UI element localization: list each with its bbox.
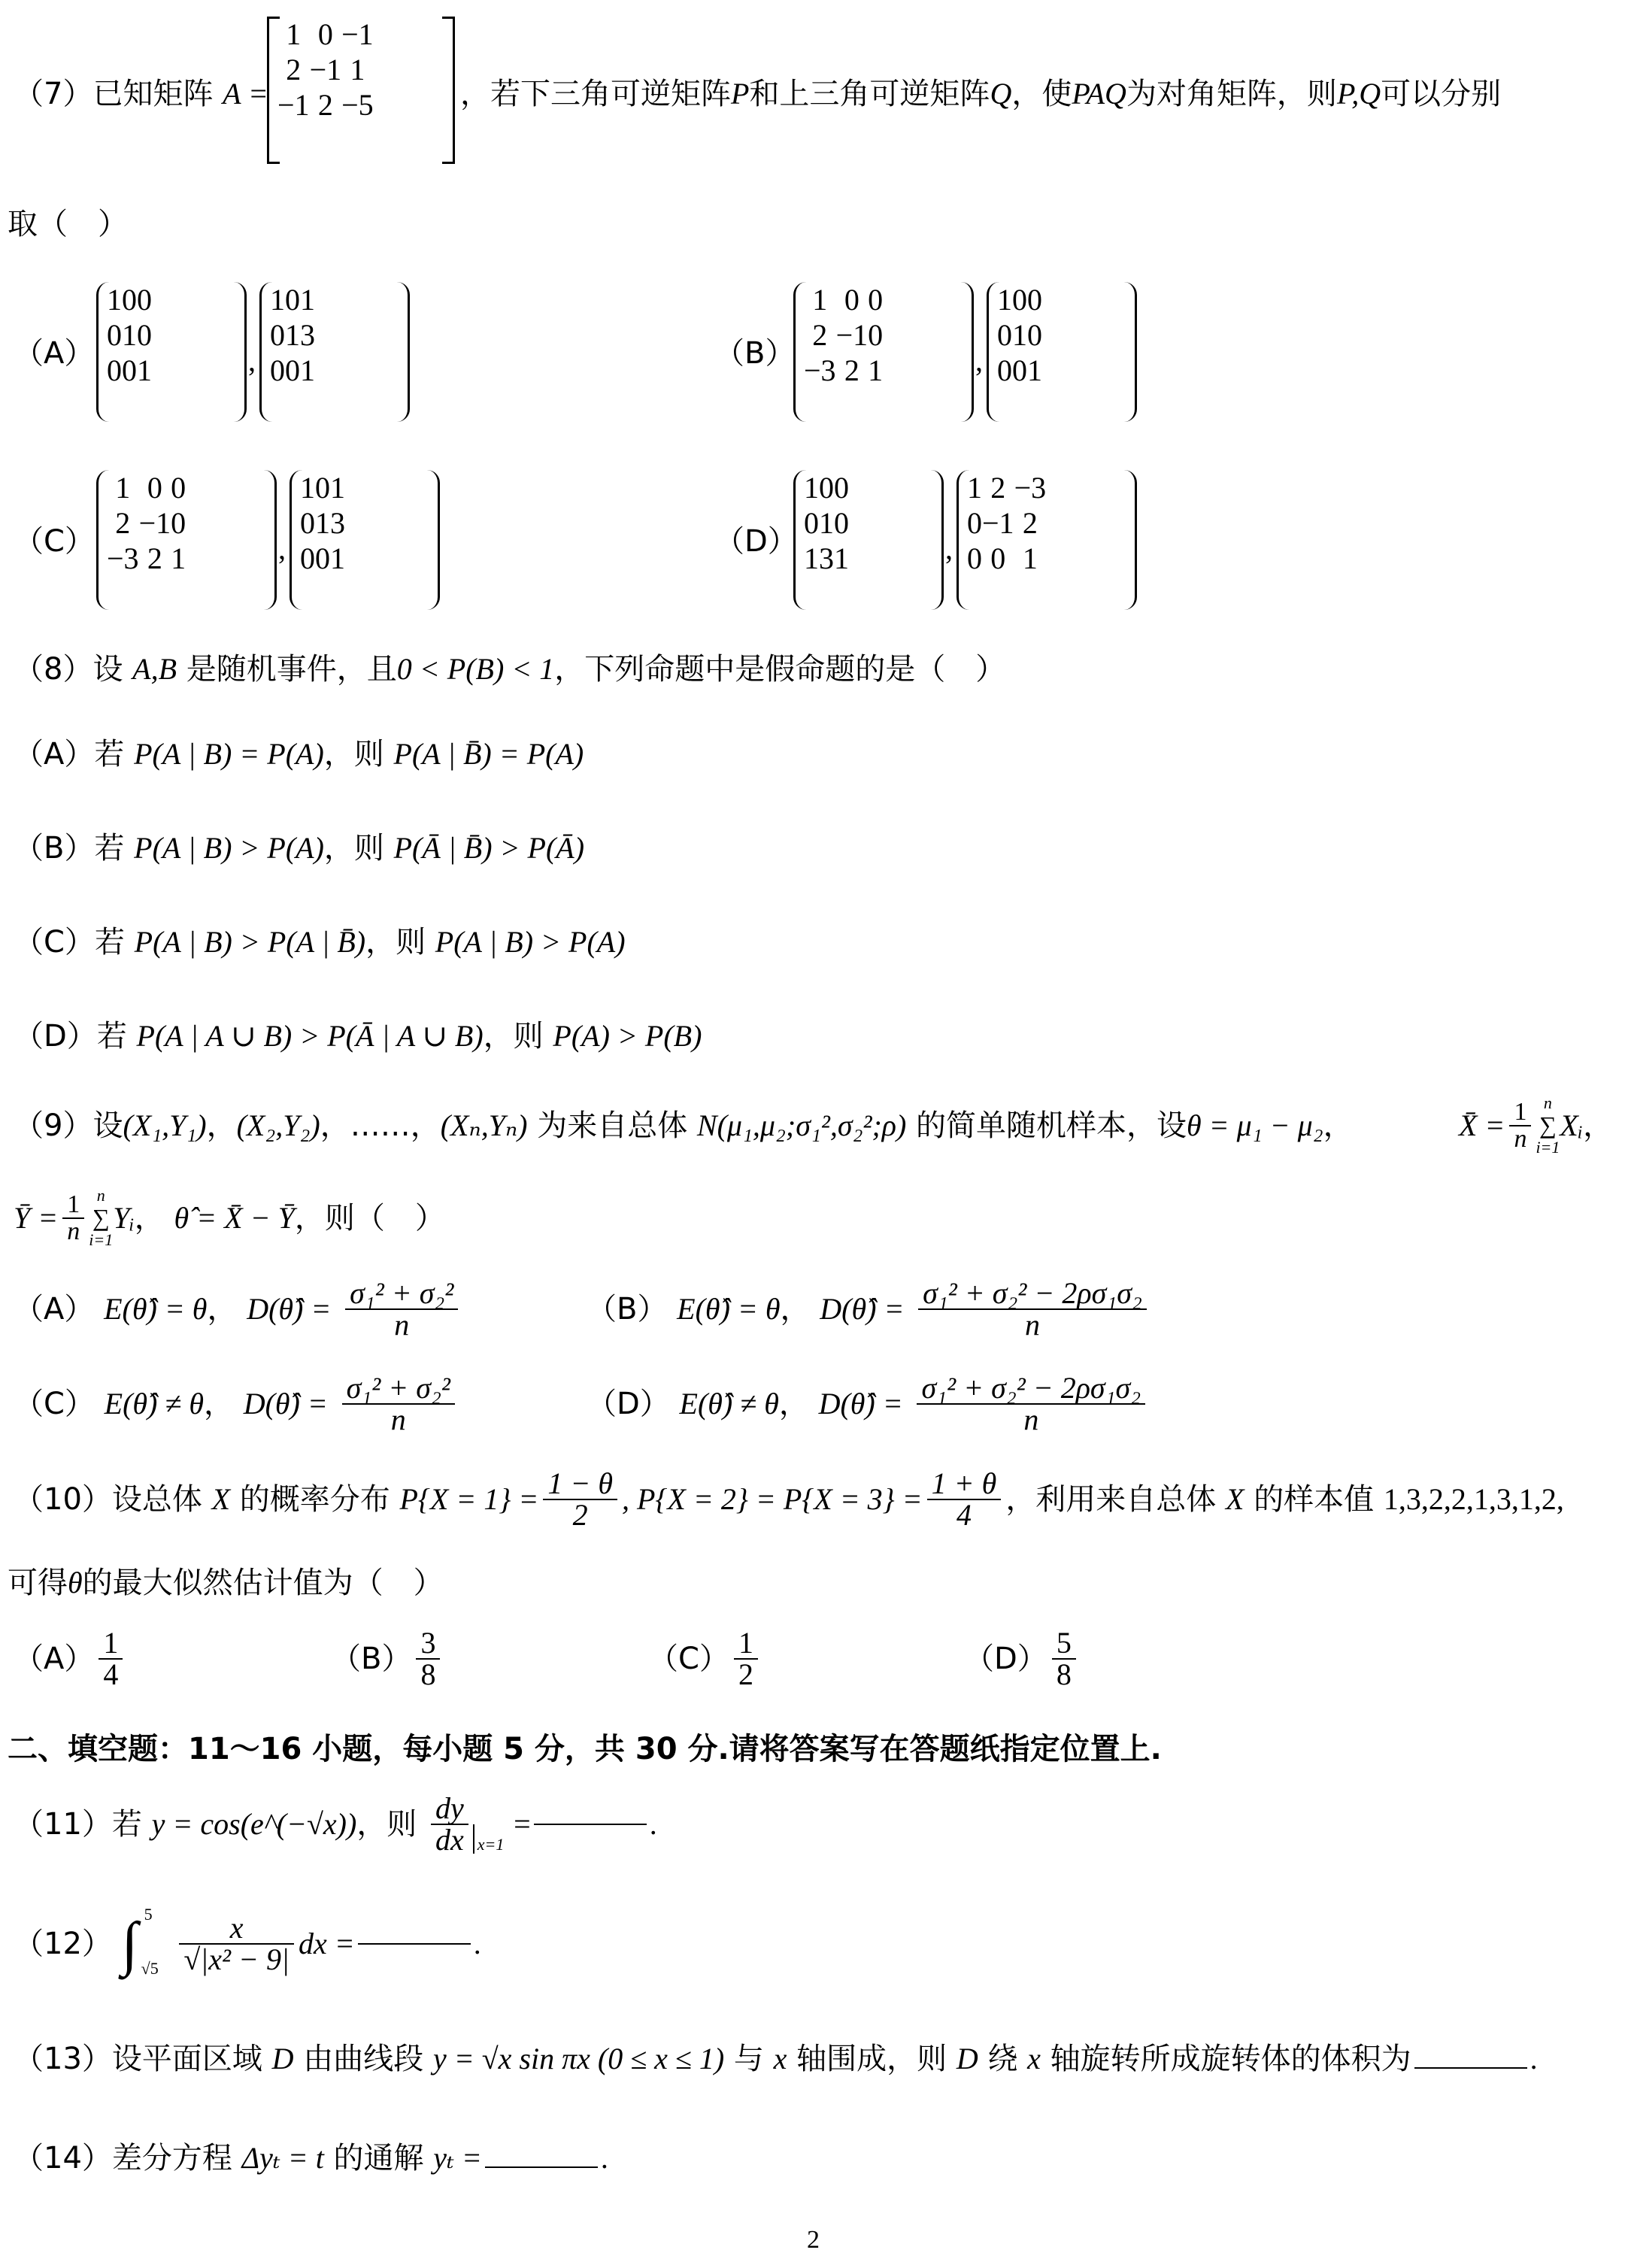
q10-stem-line2: 可得θ的最大似然估计值为（ ）	[8, 1566, 444, 1600]
q7-option-c-matrix-1-cell: 0	[171, 506, 186, 540]
matrix-a	[267, 17, 455, 164]
q7-option-a-matrix-1-cell: 1	[122, 318, 137, 352]
q7-option-a-matrix-2-cell: 0	[270, 318, 285, 352]
q14-answer-blank[interactable]	[485, 2166, 598, 2168]
q7-option-d-matrix-2-cell: 0	[990, 541, 1006, 575]
q12-integrand-fraction: $\frac{x}{\text{√|x² − 9|}}$	[179, 1913, 294, 1975]
q7-option-b-matrix-2	[987, 282, 1137, 422]
q7-option-a-matrix-1-cell: 0	[107, 353, 122, 387]
q8-option-c: （C）若 P(A | B) > P(A | B̄)，则 P(A | B) > P(A)	[14, 925, 626, 960]
q7-option-a-matrix-1	[96, 282, 247, 422]
q8-option-b: （B）若 P(A | B) > P(A)，则 P(Ā | B̄) > P(Ā)	[14, 831, 585, 866]
q7-option-a-matrix-1-cell: 1	[137, 353, 152, 387]
q7-option-d-matrix-2-cell: −3	[1014, 471, 1047, 505]
q12: （12） ∫ 5 √5 $\frac{x}{\text{√|x² − 9|}}$ dx = .	[14, 1906, 481, 1989]
q7-option-b-matrix-2-cell: 0	[997, 353, 1012, 387]
section-2-heading: 二、填空题：11～16 小题，每小题 5 分，共 30 分.请将答案写在答题纸指定位置上.	[8, 1732, 1162, 1766]
q7-option-c-matrix-2-cell: 1	[330, 541, 345, 575]
q7-option-c-matrix-2	[290, 470, 440, 610]
q7-option-d-matrix-1-cell: 0	[834, 471, 849, 505]
q7-option-d-matrix-1-cell: 1	[834, 541, 849, 575]
q7-option-c-matrix-1-cell: 1	[171, 541, 186, 575]
q12-integral: ∫ 5 √5	[121, 1905, 159, 1978]
matrix-a-cell: −1	[309, 53, 342, 86]
q7-option-b-matrix-1-cell: −3	[804, 353, 836, 387]
q7-option-b-matrix-2-cell: 1	[1012, 318, 1027, 352]
q7-option-d-matrix-2-cell: −1	[982, 506, 1014, 540]
q7-option-a-matrix-1-cell: 0	[137, 318, 152, 352]
q7-option-b-matrix-2-cell: 0	[1027, 283, 1042, 317]
q9-option-a-fraction: $\frac{\text{σ₁² + σ₂²}}{n}$	[345, 1278, 458, 1340]
q7-option-b-matrix-2-cell: 0	[997, 318, 1012, 352]
q7-option-b-matrix-1-cell: 0	[868, 283, 884, 317]
q7-option-b-matrix-1-cell: 1	[868, 353, 884, 387]
q7-option-c-matrix-1	[96, 470, 277, 610]
q7-option-b-matrix-2-cell: 0	[1012, 283, 1027, 317]
q7-option-b-matrix-2-cell: 0	[1027, 318, 1042, 352]
q7-option-c-matrix-2-cell: 1	[300, 471, 315, 505]
q9-ybar-fraction: $\frac{1}{n}$	[62, 1192, 84, 1245]
q7-option-c-matrix-1-cell: −1	[138, 506, 171, 540]
q9-option-c-fraction: $\frac{\text{σ₁² + σ₂²}}{n}$	[342, 1373, 455, 1435]
q7-option-c-label: （C）	[14, 524, 95, 559]
q7-option-d-matrix-1-cell: 3	[819, 541, 834, 575]
q9-option-d: （D） E(θ̂) ≠ θ， D(θ̂) = $\frac{\text{σ₁² + σ₂² − 2ρσ₁σ₂}}{n}$	[587, 1373, 1150, 1441]
q7-option-a-matrix-2-cell: 0	[285, 353, 300, 387]
q9-option-d-fraction: $\frac{\text{σ₁² + σ₂² − 2ρσ₁σ₂}}{n}$	[917, 1373, 1145, 1435]
matrix-a-cell: 2	[286, 53, 302, 86]
q7-option-b-matrix-1-cell: 1	[812, 283, 828, 317]
q10-option-a-fraction: $\frac{1}{4}$	[99, 1628, 123, 1690]
q10-stem: （10）设总体 X 的概率分布 P{X = 1} = $\frac{1 - \theta}{2}$ , P{X = 2} = P{X = 3} = $\frac{1 + \theta}{4}$ ，利用来自总体 X 的样本值 1,3,2,2,1,3,1,2,	[14, 1466, 1564, 1532]
q7-option-a-matrix-2-cell: 0	[285, 283, 300, 317]
q9-option-c: （C） E(θ̂) ≠ θ， D(θ̂) = $\frac{\text{σ₁² + σ₂²}}{n}$	[14, 1373, 459, 1441]
q7-option-d-matrix-2-cell: 1	[1022, 541, 1038, 575]
q7-option-c-matrix-2-cell: 3	[330, 506, 345, 540]
q7-option-b-matrix-1-cell: 0	[868, 318, 884, 352]
matrix-a-cell: −1	[341, 17, 374, 51]
q9-xbar-fraction: $\frac{1}{n}$	[1509, 1099, 1531, 1152]
q7-option-a-matrix-2-cell: 1	[300, 283, 315, 317]
q7-option-d-matrix-2-cell: 2	[1022, 506, 1038, 540]
q10-option-d-fraction: $\frac{5}{8}$	[1052, 1628, 1076, 1690]
q10-option-b: （B） $\frac{3}{8}$	[331, 1628, 444, 1703]
q7-option-d-matrix-1-cell: 1	[804, 471, 819, 505]
q7-option-d-comma: ,	[945, 532, 953, 565]
q10-option-b-fraction: $\frac{3}{8}$	[416, 1628, 440, 1690]
q10-p1-fraction: $\frac{1 - \theta}{2}$	[543, 1469, 617, 1530]
matrix-a-cell: 1	[350, 53, 365, 86]
q11-derivative-fraction: $\frac{dy}{dx}$	[431, 1793, 468, 1855]
q7-option-c-matrix-1-cell: 1	[115, 471, 131, 505]
q11: （11）若 y = cos(e^(−√x))，则 $\frac{dy}{dx}$ $_{x=1}$ = .	[14, 1791, 657, 1857]
q7-option-d-matrix-2-cell: 0	[967, 541, 982, 575]
q7-stem-continued: ，若下三角可逆矩阵P和上三角可逆矩阵Q，使PAQ为对角矩阵，则P,Q可以分别	[460, 77, 1502, 111]
q9-stem: （9）设(X₁,Y₁)，(X₂,Y₂)，……，(Xₙ,Yₙ) 为来自总体 N(μ₁,μ₂;σ₁²,σ₂²;ρ) 的简单随机样本，设θ = μ₁ − μ₂，	[14, 1108, 1354, 1143]
q7-option-c-matrix-2-cell: 1	[315, 506, 330, 540]
q7-option-a-matrix-1-cell: 0	[122, 283, 137, 317]
q7-option-d-matrix-1-cell: 1	[819, 506, 834, 540]
q9-xbar-sum: n ∑ i=1	[1536, 1093, 1560, 1157]
q7-option-c-matrix-1-cell: 2	[147, 541, 162, 575]
q10-option-a: （A） $\frac{1}{4}$	[14, 1628, 127, 1703]
matrix-a-cell: −5	[341, 88, 374, 122]
q7-option-c-matrix-1-cell: 2	[115, 506, 131, 540]
q10-option-c-fraction: $\frac{1}{2}$	[734, 1628, 758, 1690]
q9-xbar-definition: X̄ = $\frac{1}{n}$ n ∑ i=1 Xᵢ，	[1459, 1093, 1614, 1157]
q10-option-c: （C） $\frac{1}{2}$	[648, 1628, 762, 1703]
q9-option-b: （B） E(θ̂) = θ， D(θ̂) = $\frac{\text{σ₁² + σ₂² − 2ρσ₁σ₂}}{n}$	[587, 1278, 1151, 1346]
matrix-a-cell: −1	[277, 88, 310, 122]
q7-option-a-matrix-1-cell: 0	[137, 283, 152, 317]
q10-option-d: （D） $\frac{5}{8}$	[964, 1628, 1081, 1703]
q7-option-b-label: （B）	[714, 336, 796, 371]
page-number: 2	[807, 2226, 820, 2254]
q7-option-d-matrix-2-cell: 0	[967, 506, 982, 540]
q7-option-b-matrix-1-cell: 2	[812, 318, 828, 352]
q8-option-a: （A）若 P(A | B) = P(A)，则 P(A | B̄) = P(A)	[14, 737, 584, 772]
q7-option-b-matrix-1-cell: 0	[844, 283, 859, 317]
q7-option-c-matrix-1-cell: 0	[147, 471, 162, 505]
q7-option-d-matrix-2-cell: 2	[990, 471, 1006, 505]
q7-option-a-matrix-1-cell: 1	[107, 283, 122, 317]
q7-option-a-matrix-1-cell: 0	[122, 353, 137, 387]
q7-option-a-matrix-2-cell: 0	[270, 353, 285, 387]
q8-stem: （8）设 A,B 是随机事件，且0 < P(B) < 1，下列命题中是假命题的是（ ）	[14, 652, 1006, 687]
q7-option-a-matrix-1-cell: 0	[107, 318, 122, 352]
q7-option-d-matrix-1-cell: 0	[819, 471, 834, 505]
q7-option-d-matrix-2-cell: 1	[967, 471, 982, 505]
q7-option-d-matrix-1	[793, 470, 944, 610]
q7-option-c-matrix-2-cell: 0	[315, 471, 330, 505]
q7-option-c-matrix-2-cell: 0	[300, 506, 315, 540]
q13-answer-blank[interactable]	[1414, 2067, 1527, 2069]
q7-option-a-comma: ,	[248, 344, 256, 377]
q7-option-a-matrix-2-cell: 1	[300, 353, 315, 387]
q10-p23-fraction: $\frac{1 + \theta}{4}$	[927, 1469, 1002, 1530]
q7-option-a-matrix-2	[259, 282, 410, 422]
q7-option-c-matrix-2-cell: 0	[300, 541, 315, 575]
q14: （14）差分方程 Δyₜ = t 的通解 yₜ = .	[14, 2141, 608, 2176]
q7-option-d-matrix-2	[956, 470, 1137, 610]
q9-option-b-fraction: $\frac{\text{σ₁² + σ₂² − 2ρσ₁σ₂}}{n}$	[918, 1278, 1147, 1340]
q9-option-a: （A） E(θ̂) = θ， D(θ̂) = $\frac{\text{σ₁² + σ₂²}}{n}$	[14, 1278, 462, 1346]
q7-option-c-comma: ,	[278, 532, 286, 565]
q7-option-d-matrix-1-cell: 1	[804, 541, 819, 575]
q7-option-d-matrix-1-cell: 0	[804, 506, 819, 540]
q7-option-c-matrix-1-cell: 0	[171, 471, 186, 505]
q7-option-b-matrix-1-cell: −1	[835, 318, 869, 352]
q7-option-a-matrix-2-cell: 1	[285, 318, 300, 352]
q7-option-d-label: （D）	[714, 524, 798, 559]
q7-option-a-label: （A）	[14, 336, 95, 371]
q7-stem-line2: 取（ ）	[8, 207, 128, 241]
q11-answer-blank[interactable]	[534, 1824, 647, 1825]
q12-answer-blank[interactable]	[358, 1943, 471, 1945]
matrix-a-cell: 2	[317, 88, 333, 122]
matrix-a-cell: 0	[317, 17, 333, 51]
q7-option-b-comma: ,	[975, 344, 983, 377]
q8-option-d: （D）若 P(A | A ∪ B) > P(Ā | A ∪ B)，则 P(A) > P(B)	[14, 1019, 702, 1054]
q7-option-b-matrix-1	[793, 282, 974, 422]
q7-option-c-matrix-1-cell: −3	[107, 541, 139, 575]
q7-option-b-matrix-1-cell: 2	[844, 353, 859, 387]
q7-option-b-matrix-2-cell: 1	[997, 283, 1012, 317]
q13: （13）设平面区域 D 由曲线段 y = √x sin πx (0 ≤ x ≤ 1) 与 x 轴围成，则 D 绕 x 轴旋转所成旋转体的体积为 .	[14, 2042, 1538, 2076]
q7-option-c-matrix-2-cell: 0	[315, 541, 330, 575]
q7-option-a-matrix-2-cell: 1	[270, 283, 285, 317]
q9-ybar-definition: Ȳ = $\frac{1}{n}$ n ∑ i=1 Yᵢ， θ̂ = X̄ − Ȳ，则（ ）	[14, 1186, 445, 1250]
q7-option-d-matrix-1-cell: 0	[834, 506, 849, 540]
q7-stem: （7）已知矩阵 A =	[14, 77, 268, 111]
q9-ybar-sum: n ∑ i=1	[89, 1186, 114, 1250]
matrix-a-cell: 1	[286, 17, 302, 51]
q7-option-b-matrix-2-cell: 0	[1012, 353, 1027, 387]
q7-option-a-matrix-2-cell: 3	[300, 318, 315, 352]
q7-option-c-matrix-2-cell: 1	[330, 471, 345, 505]
q7-option-b-matrix-2-cell: 1	[1027, 353, 1042, 387]
